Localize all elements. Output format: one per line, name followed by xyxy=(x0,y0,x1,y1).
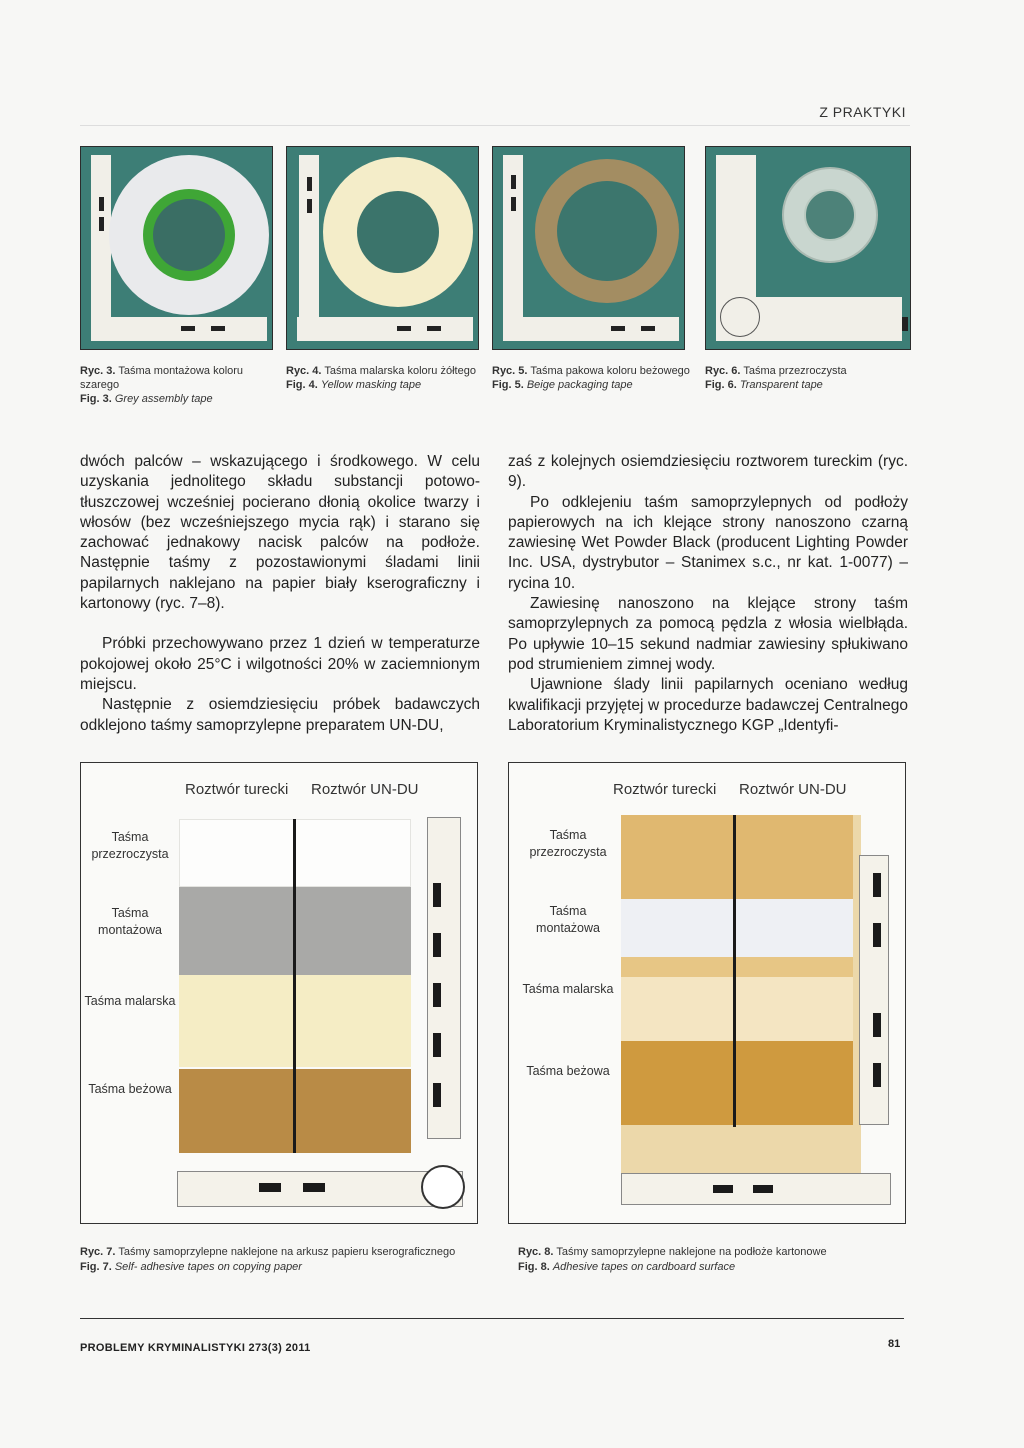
figure-8-panel xyxy=(508,762,906,1224)
column-header-turecki: Roztwór turecki xyxy=(613,781,717,798)
tape-band-transparent xyxy=(621,815,853,899)
row-label: Taśma przezroczysta xyxy=(529,828,607,859)
column-divider xyxy=(293,819,296,1153)
photo-transparent-tape xyxy=(705,146,911,350)
body-column-left xyxy=(80,452,480,736)
row-label: Taśma malarska xyxy=(522,982,614,996)
row-label: Taśma beżowa xyxy=(526,1064,610,1078)
caption-fig-5: Ryc. 5. Taśma pakowa koloru beżowego Fig. 5. Beige packaging tape xyxy=(492,365,690,391)
paragraph: Po odklejeniu taśm samoprzylepnych od podłoży papierowych na ich klejące strony nanoszono czarną zawiesinę Wet Powder Black (producent Lighting Powder Inc. USA, dystrybutor – Stanimex s.c., nr kat. 1-0077) – rycina 10. xyxy=(508,493,908,592)
page-number: 81 xyxy=(888,1338,901,1350)
caption-fig-7: Ryc. 7. Taśmy samoprzylepne naklejone na arkusz papieru kserograficznego Fig. 7. Self- adhesive tapes on copying paper xyxy=(80,1246,456,1273)
figure-7-panel xyxy=(80,762,478,1224)
footer-divider xyxy=(80,1318,904,1319)
row-label: Taśma beżowa xyxy=(88,1082,172,1096)
paragraph: dwóch palców – wskazującego i środkowego. W celu uzyskania jednolitego składu substancji potowo-tłuszczowej wcześniej pocierano dłonią okolice twarzy i włosów (bez wcześniejszego mycia rąk) i starano się zachować jednakowy nacisk palców na podłoże. Następnie taśmy z pozostawionymi śladami linii papilarnych naklejano na papier biały kserograficzny i kartonowy (ryc. 7–8). xyxy=(80,453,480,613)
footer-journal: PROBLEMY KRYMINALISTYKI 273(3) 2011 xyxy=(80,1342,311,1354)
paragraph: Zawiesinę nanoszono na klejące strony taśm samoprzylepnych za pomocą pędzla z włosia wielbłąda. Po upływie 10–15 sekund nadmiar zawiesiny spłukiwano pod strumieniem zimnej wody. xyxy=(508,595,908,673)
column-header-undu: Roztwór UN-DU xyxy=(739,781,847,798)
tape-band-yellow xyxy=(621,977,853,1041)
tape-band-beige xyxy=(621,1041,853,1125)
row-label: Taśma montażowa xyxy=(536,904,600,935)
section-label: Z PRAKTYKI xyxy=(819,104,906,120)
photo-yellow-tape xyxy=(286,146,479,350)
column-divider xyxy=(733,815,736,1127)
paragraph: zaś z kolejnych osiemdziesięciu roztworem tureckim (ryc. 9). xyxy=(508,453,908,491)
photo-scale xyxy=(91,317,267,341)
row-label: Taśma malarska xyxy=(84,994,176,1008)
photo-grey-tape xyxy=(80,146,273,350)
caption-fig-3: Ryc. 3. Taśma montażowa koloru szarego Fig. 3. Grey assembly tape xyxy=(80,365,244,405)
row-label: Taśma przezroczysta xyxy=(91,830,169,861)
paragraph: Próbki przechowywano przez 1 dzień w temperaturze pokojowej około 25°C i wilgotności 20% w zaciemnionym miejscu. xyxy=(80,635,480,693)
row-label: Taśma montażowa xyxy=(98,906,162,937)
caption-fig-6: Ryc. 6. Taśma przezroczysta Fig. 6. Transparent tape xyxy=(705,365,847,391)
paragraph: Ujawnione ślady linii papilarnych oceniano według kwalifikacji przyjętej w procedurze badawczej Centralnego Laboratorium Kryminalistycznego KGP „Identyfi- xyxy=(508,676,908,734)
body-column-right xyxy=(508,452,908,736)
tape-band-grey xyxy=(621,899,853,957)
paragraph: Następnie z osiemdziesięciu próbek badawczych odklejono taśmy samoprzylepne preparatem UN-DU, xyxy=(80,696,480,734)
photo-scale xyxy=(91,155,111,339)
photo-beige-tape xyxy=(492,146,685,350)
ruler-target-icon xyxy=(421,1165,465,1209)
column-header-undu: Roztwór UN-DU xyxy=(311,781,419,798)
photo-scale xyxy=(297,317,473,341)
caption-fig-8: Ryc. 8. Taśmy samoprzylepne naklejone na podłoże kartonowe Fig. 8. Adhesive tapes on cardboard surface xyxy=(518,1246,827,1273)
top-divider xyxy=(80,125,910,126)
caption-fig-4: Ryc. 4. Taśma malarska koloru żółtego Fig. 4. Yellow masking tape xyxy=(286,365,476,391)
column-header-turecki: Roztwór turecki xyxy=(185,781,289,798)
